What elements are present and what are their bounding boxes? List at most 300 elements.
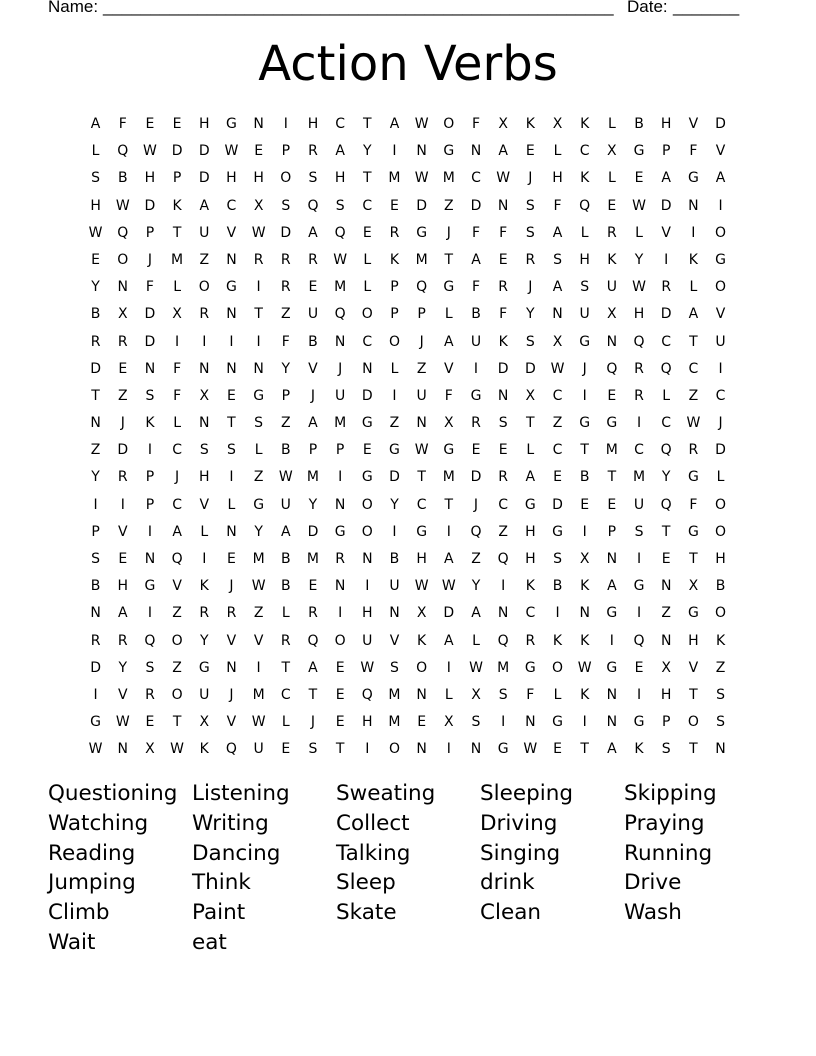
grid-letter: D [552, 496, 563, 513]
grid-letter: E [172, 116, 182, 132]
grid-letter: R [199, 306, 210, 323]
grid-letter: N [226, 659, 237, 676]
grid-letter: G [579, 415, 591, 432]
grid-letter: M [306, 551, 319, 567]
grid-letter: W [496, 170, 511, 187]
grid-letter: X [579, 551, 590, 567]
grid-letter: X [525, 387, 536, 404]
grid-letter: L [472, 632, 480, 649]
grid-letter: Y [91, 279, 100, 296]
grid-letter: W [686, 415, 701, 432]
word-list-item: Singing [480, 840, 561, 866]
grid-letter: K [525, 578, 535, 595]
grid-letter: I [501, 578, 506, 595]
grid-letter: Q [117, 224, 129, 241]
grid-letter: V [688, 116, 699, 132]
grid-letter: Z [253, 605, 264, 622]
grid-letter: I [501, 714, 506, 731]
grid-letter: Z [471, 551, 481, 567]
grid-letter: D [715, 442, 726, 459]
grid-letter: U [362, 632, 373, 649]
grid-letter: C [661, 415, 672, 432]
word-list-item: drink [480, 870, 535, 896]
grid-letter: Z [444, 197, 454, 214]
grid-letter: M [632, 469, 646, 486]
grid-letter: R [525, 251, 536, 268]
grid-letter: F [526, 686, 535, 703]
grid-letter: P [335, 442, 345, 459]
grid-letter: R [280, 632, 291, 649]
grid-letter: E [471, 442, 481, 459]
grid-letter: N [199, 360, 210, 377]
grid-letter: I [147, 442, 152, 459]
grid-letter: C [579, 143, 590, 160]
grid-letter: R [199, 605, 210, 622]
grid-letter: C [498, 496, 509, 513]
grid-letter: I [392, 387, 397, 404]
grid-letter: Y [634, 251, 644, 268]
grid-letter: O [715, 523, 727, 540]
grid-letter: N [606, 551, 618, 567]
grid-letter: Z [117, 387, 128, 404]
grid-letter: A [715, 170, 726, 187]
grid-letter: V [117, 686, 128, 703]
grid-letter: E [580, 496, 590, 513]
grid-letter: D [660, 197, 672, 214]
grid-letter: F [173, 387, 182, 404]
grid-letter: G [443, 143, 455, 160]
grid-row [82, 383, 734, 410]
grid-letter: C [688, 360, 699, 377]
grid-letter: G [253, 496, 265, 513]
grid-letter: I [473, 360, 479, 377]
grid-letter: V [199, 496, 210, 513]
grid-letter: N [226, 306, 237, 323]
grid-letter: I [446, 523, 451, 540]
word-list-item: Skipping [624, 781, 717, 806]
grid-letter: J [528, 279, 533, 296]
grid-letter: T [580, 442, 589, 459]
grid-letter: S [716, 714, 725, 731]
grid-letter: C [172, 496, 182, 513]
word-list-item: Paint [192, 900, 246, 926]
grid-letter: N [362, 551, 373, 567]
grid-letter: V [661, 224, 671, 241]
word-list-item: Questioning [48, 781, 178, 806]
grid-letter: R [661, 279, 672, 296]
grid-letter: G [443, 279, 455, 296]
grid-letter: G [606, 659, 618, 676]
grid-letter: G [144, 578, 156, 595]
grid-letter: G [497, 741, 509, 758]
grid-letter: D [361, 387, 373, 404]
grid-letter: N [253, 360, 264, 377]
grid-letter: E [145, 116, 155, 132]
grid-letter: V [444, 360, 454, 377]
grid-letter: S [525, 197, 535, 214]
grid-row [82, 546, 734, 573]
grid-letter: F [689, 143, 698, 160]
grid-letter: L [173, 415, 181, 432]
grid-letter: K [688, 251, 698, 268]
grid-letter: N [144, 551, 156, 567]
grid-row [82, 628, 734, 655]
grid-letter: J [582, 360, 587, 377]
grid-letter: H [334, 170, 346, 187]
grid-letter: Q [633, 632, 645, 649]
grid-letter: Q [660, 360, 672, 377]
grid-letter: T [444, 251, 454, 268]
grid-letter: H [253, 170, 264, 187]
grid-letter: A [308, 224, 318, 241]
grid-letter: A [172, 523, 182, 540]
grid-letter: V [253, 632, 264, 649]
grid-letter: S [254, 415, 264, 432]
grid-letter: Q [660, 442, 672, 459]
grid-letter: W [632, 197, 646, 214]
grid-letter: M [252, 551, 265, 567]
grid-letter: H [144, 170, 156, 187]
grid-letter: N [606, 714, 618, 731]
grid-letter: Y [199, 632, 209, 649]
grid-letter: E [553, 469, 562, 486]
grid-letter: X [199, 387, 210, 404]
grid-letter: H [362, 605, 373, 622]
grid-letter: C [715, 387, 726, 404]
grid-letter: B [308, 333, 318, 350]
grid-letter: W [550, 360, 565, 377]
grid-letter: M [388, 686, 401, 703]
grid-letter: A [688, 306, 699, 323]
grid-letter: W [224, 143, 239, 160]
grid-letter: E [118, 551, 128, 567]
grid-letter: O [715, 496, 727, 513]
grid-letter: O [361, 523, 373, 540]
grid-letter: N [199, 415, 210, 432]
grid-letter: X [145, 741, 155, 758]
grid-letter: D [117, 442, 129, 459]
grid-letter: P [145, 469, 155, 486]
grid-letter: H [416, 551, 427, 567]
grid-row [82, 519, 734, 546]
grid-letter: G [606, 605, 618, 622]
grid-letter: X [552, 116, 563, 132]
grid-letter: S [498, 686, 508, 703]
grid-letter: D [470, 469, 482, 486]
grid-letter: K [389, 251, 400, 268]
grid-letter: L [553, 686, 562, 703]
grid-letter: S [553, 551, 562, 567]
grid-letter: T [227, 415, 236, 432]
grid-letter: N [497, 197, 509, 214]
grid-letter: T [661, 523, 671, 540]
grid-letter: G [606, 415, 618, 432]
grid-letter: C [525, 605, 536, 622]
grid-letter: R [634, 360, 644, 377]
grid-letter: C [280, 686, 291, 703]
grid-letter: A [661, 170, 671, 187]
word-list-item: Drive [624, 870, 682, 896]
grid-letter: B [280, 551, 291, 567]
grid-letter: I [202, 551, 207, 567]
grid-letter: I [365, 578, 370, 595]
grid-letter: A [552, 224, 563, 241]
grid-letter: W [333, 251, 348, 268]
grid-letter: C [172, 442, 182, 459]
grid-letter: D [416, 197, 428, 214]
grid-letter: D [90, 360, 101, 377]
grid-letter: L [662, 387, 671, 404]
grid-letter: E [390, 197, 399, 214]
grid-letter: Q [171, 551, 183, 567]
grid-letter: S [390, 659, 399, 676]
grid-letter: N [579, 605, 590, 622]
grid-letter: E [498, 442, 508, 459]
grid-letter: Q [117, 143, 129, 160]
grid-letter: F [444, 387, 453, 404]
grid-letter: B [579, 469, 590, 486]
grid-letter: H [362, 714, 373, 731]
grid-row [82, 301, 734, 328]
grid-letter: Z [199, 251, 210, 268]
grid-letter: K [607, 251, 617, 268]
grid-letter: E [227, 551, 236, 567]
grid-letter: O [388, 333, 400, 350]
grid-letter: L [281, 605, 290, 622]
grid-letter: I [718, 197, 723, 214]
grid-letter: M [388, 714, 401, 731]
grid-letter: P [281, 387, 291, 404]
grid-letter: Q [144, 632, 156, 649]
grid-letter: I [636, 686, 642, 703]
grid-letter: V [688, 659, 699, 676]
grid-letter: G [253, 387, 265, 404]
grid-letter: G [524, 659, 536, 676]
grid-letter: K [525, 116, 535, 132]
grid-letter: V [226, 714, 237, 731]
grid-letter: I [229, 469, 234, 486]
grid-letter: W [441, 578, 456, 595]
grid-letter: J [473, 496, 479, 513]
grid-letter: Y [254, 523, 263, 540]
grid-letter: G [633, 578, 645, 595]
grid-letter: T [607, 469, 617, 486]
grid-letter: Z [661, 605, 671, 622]
grid-letter: V [308, 360, 318, 377]
grid-letter: N [389, 605, 400, 622]
grid-letter: Z [280, 306, 291, 323]
grid-letter: M [388, 170, 401, 187]
grid-letter: I [664, 251, 669, 268]
grid-letter: S [634, 523, 644, 540]
grid-letter: V [715, 306, 726, 323]
grid-row [82, 111, 734, 138]
grid-letter: I [609, 632, 614, 649]
grid-letter: T [172, 224, 182, 241]
grid-letter: W [523, 741, 538, 758]
grid-letter: H [117, 578, 129, 595]
grid-letter: I [202, 333, 207, 350]
grid-letter: G [226, 279, 237, 296]
grid-letter: Q [334, 306, 346, 323]
grid-letter: K [172, 197, 182, 214]
grid-letter: N [253, 116, 264, 132]
grid-letter: Z [389, 415, 400, 432]
grid-row [82, 193, 734, 220]
grid-letter: G [361, 469, 373, 486]
grid-letter: L [580, 224, 589, 241]
grid-letter: K [634, 741, 644, 758]
grid-letter: P [145, 496, 155, 513]
grid-letter: K [580, 578, 590, 595]
grid-letter: C [471, 170, 481, 187]
grid-letter: E [607, 496, 617, 513]
grid-letter: E [417, 714, 427, 731]
grid-letter: C [634, 442, 644, 459]
grid-letter: I [147, 523, 152, 540]
grid-letter: H [199, 116, 210, 132]
grid-letter: J [310, 387, 316, 404]
grid-letter: Z [172, 659, 182, 676]
grid-letter: F [145, 279, 154, 296]
grid-row [82, 573, 734, 600]
grid-letter: N [606, 686, 618, 703]
grid-letter: J [446, 224, 451, 241]
grid-letter: H [199, 469, 210, 486]
grid-letter: G [687, 523, 699, 540]
grid-row [82, 138, 734, 165]
grid-letter: E [607, 197, 617, 214]
name-blank-line: ______________________________________________________ [103, 0, 614, 16]
grid-letter: D [171, 143, 183, 160]
grid-letter: A [199, 197, 210, 214]
grid-row [82, 329, 734, 356]
grid-letter: J [229, 578, 234, 595]
grid-letter: I [256, 659, 261, 676]
grid-letter: R [308, 143, 318, 160]
grid-letter: G [90, 714, 102, 731]
grid-letter: G [524, 496, 536, 513]
grid-letter: E [634, 659, 644, 676]
word-list-item: Wash [624, 900, 682, 926]
grid-letter: X [498, 116, 508, 132]
grid-letter: G [687, 605, 699, 622]
grid-letter: U [280, 496, 291, 513]
word-list-item: Clean [480, 900, 542, 926]
grid-letter: R [498, 469, 509, 486]
grid-letter: U [715, 333, 726, 350]
grid-letter: G [198, 659, 210, 676]
grid-letter: L [444, 686, 453, 703]
grid-letter: W [414, 442, 429, 459]
grid-letter: M [497, 659, 510, 676]
grid-letter: X [199, 714, 210, 731]
grid-letter: A [335, 143, 345, 160]
grid-letter: N [226, 523, 237, 540]
grid-letter: P [308, 442, 318, 459]
grid-letter: G [552, 714, 563, 731]
grid-letter: Y [661, 469, 671, 486]
grid-letter: F [471, 224, 481, 241]
word-list-item: Climb [48, 900, 110, 926]
grid-letter: T [254, 306, 263, 323]
grid-letter: I [338, 605, 343, 622]
grid-letter: J [338, 360, 343, 377]
grid-letter: H [633, 306, 645, 323]
grid-letter: N [497, 605, 509, 622]
grid-letter: A [471, 251, 481, 268]
grid-letter: K [580, 116, 590, 132]
word-list-item: Running [624, 840, 713, 866]
grid-letter: R [634, 387, 644, 404]
grid-letter: L [390, 360, 399, 377]
grid-letter: E [118, 360, 128, 377]
grid-letter: H [715, 551, 726, 567]
grid-letter: E [525, 143, 535, 160]
grid-letter: E [145, 714, 155, 731]
grid-letter: J [310, 714, 316, 731]
grid-letter: I [636, 551, 642, 567]
grid-letter: T [689, 551, 698, 567]
grid-letter: N [497, 387, 509, 404]
grid-letter: I [691, 224, 696, 241]
grid-letter: F [281, 333, 290, 350]
grid-letter: I [365, 741, 370, 758]
grid-letter: P [661, 714, 671, 731]
grid-letter: B [715, 578, 726, 595]
grid-letter: P [607, 523, 617, 540]
grid-letter: D [90, 659, 101, 676]
grid-letter: O [715, 224, 727, 241]
grid-letter: I [93, 496, 98, 513]
grid-letter: R [145, 686, 155, 703]
grid-letter: O [687, 714, 699, 731]
grid-letter: T [580, 741, 589, 758]
grid-letter: K [580, 170, 590, 187]
grid-letter: S [227, 442, 236, 459]
grid-letter: S [91, 551, 101, 567]
grid-letter: Z [280, 415, 291, 432]
grid-letter: T [335, 741, 345, 758]
grid-letter: E [281, 741, 291, 758]
grid-letter: K [580, 632, 590, 649]
grid-letter: D [198, 143, 210, 160]
grid-letter: H [660, 116, 672, 132]
grid-letter: Z [172, 605, 182, 622]
grid-letter: R [389, 224, 400, 241]
word-list-item: Watching [48, 810, 149, 836]
grid-letter: L [444, 306, 453, 323]
word-list-item: Think [192, 870, 251, 896]
grid-letter: F [173, 360, 182, 377]
grid-letter: I [93, 686, 98, 703]
grid-letter: J [175, 469, 180, 486]
grid-letter: O [117, 251, 129, 268]
grid-letter: Q [361, 686, 373, 703]
word-list-item: Talking [336, 840, 411, 866]
grid-letter: C [552, 387, 563, 404]
grid-letter: G [633, 714, 645, 731]
grid-letter: W [577, 659, 592, 676]
grid-letter: N [416, 686, 427, 703]
grid-letter: W [251, 224, 266, 241]
grid-letter: L [607, 116, 616, 132]
grid-letter: P [172, 170, 182, 187]
grid-letter: X [253, 197, 264, 214]
grid-letter: R [90, 632, 101, 649]
grid-letter: E [308, 279, 318, 296]
grid-letter: N [362, 360, 373, 377]
